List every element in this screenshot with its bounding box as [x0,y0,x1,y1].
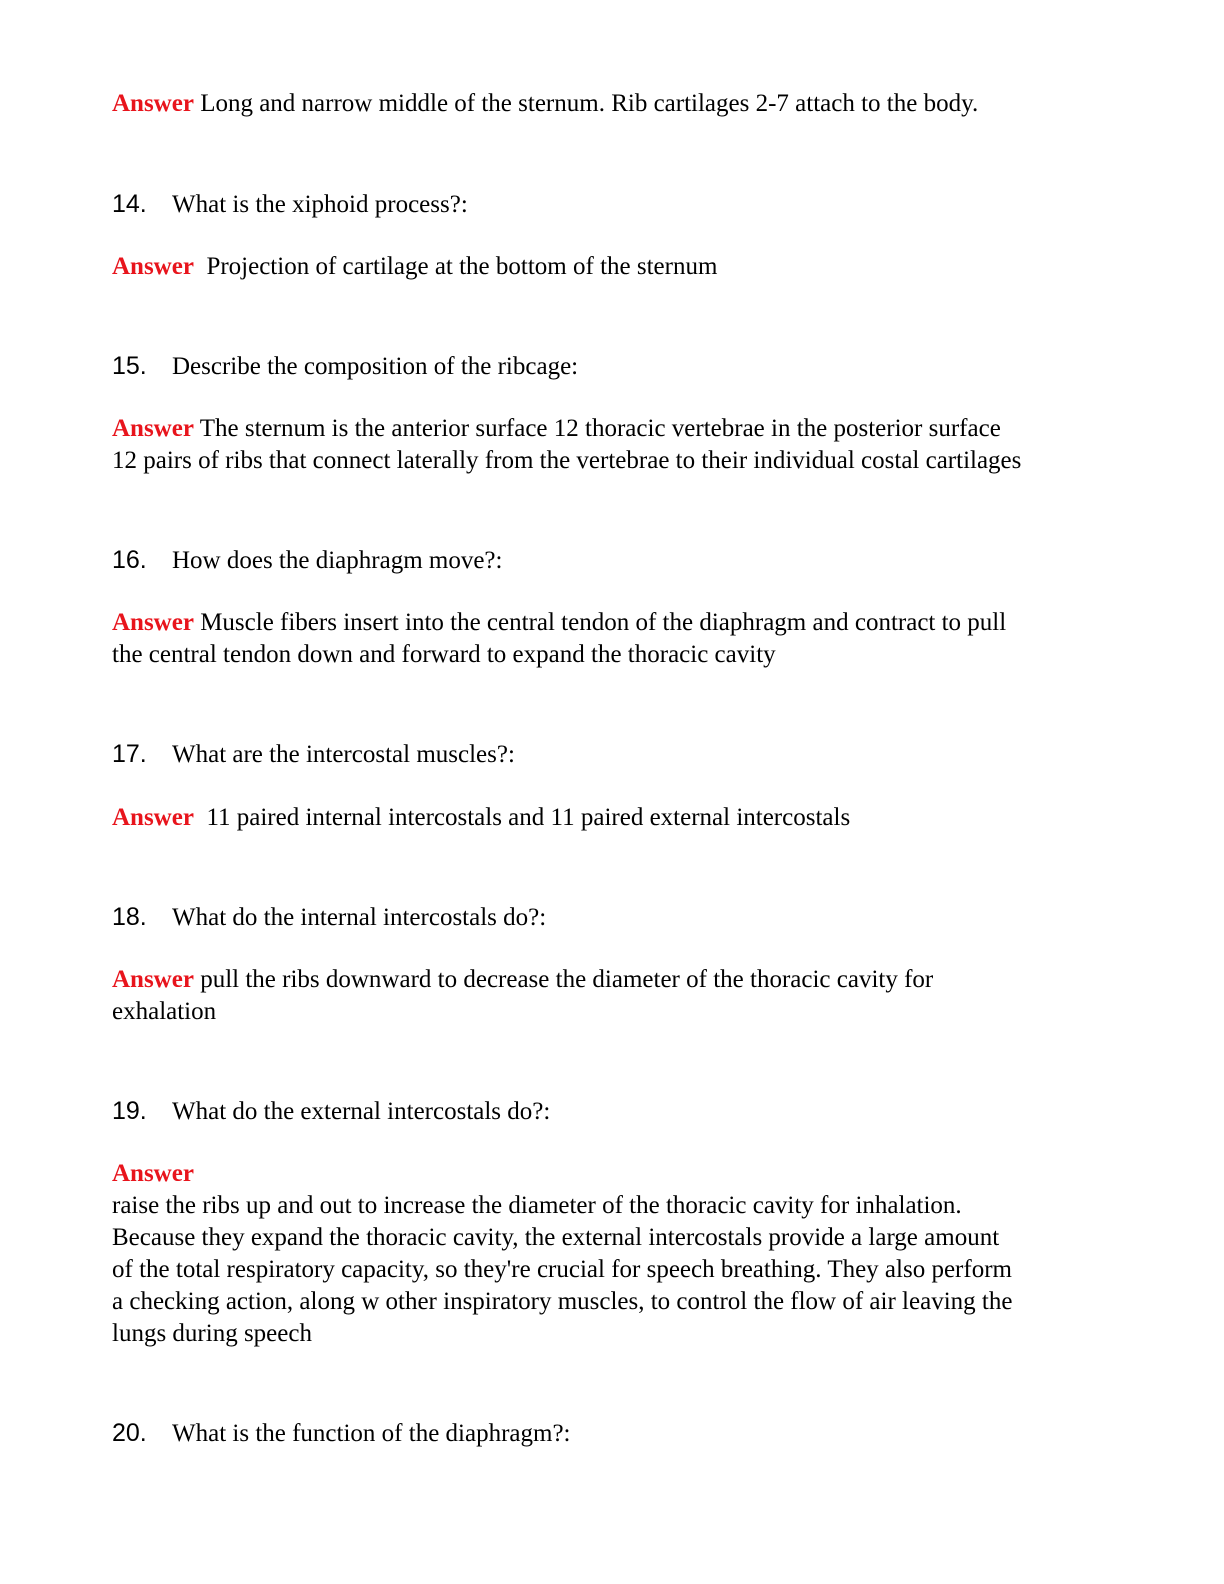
answer-label: Answer [112,415,194,442]
question-text: What are the intercostal muscles?: [172,741,515,768]
question-15 [112,350,1122,383]
answer-line: lungs during speech [112,1320,312,1347]
question-number: 20. [112,1419,147,1447]
answer-line: of the total respiratory capacity, so they're crucial for speech breathing. They also perform [112,1256,1012,1283]
question-16 [112,544,1122,577]
question-text: How does the diaphragm move?: [172,547,503,574]
question-text: What is the function of the diaphragm?: [172,1420,571,1447]
question-text: What is the xiphoid process?: [172,191,468,218]
answer-line: a checking action, along w other inspiratory muscles, to control the flow of air leaving the [112,1288,1013,1315]
question-number: 16. [112,546,147,574]
answer-15 [112,413,1122,477]
answer-line: raise the ribs up and out to increase the diameter of the thoracic cavity for inhalation. [112,1192,962,1219]
question-number: 15. [112,352,147,380]
question-20 [112,1417,1122,1450]
answer-text: Projection of cartilage at the bottom of the sternum [206,253,718,280]
question-14 [112,188,1122,221]
answer-13 [112,88,1122,120]
question-text: Describe the composition of the ribcage: [172,353,579,380]
answer-line: 12 pairs of ribs that connect laterally from the vertebrae to their individual costal cartilages [112,447,1022,474]
answer-text: The sternum is the anterior surface 12 thoracic vertebrae in the posterior surface [199,415,1001,442]
answer-line: Because they expand the thoracic cavity, the external intercostals provide a large amount [112,1224,1000,1251]
answer-text: Muscle fibers insert into the central tendon of the diaphragm and contract to pull [200,609,1007,636]
answer-label: Answer [112,609,194,636]
question-number: 19. [112,1097,147,1125]
answer-line [112,964,1122,996]
answer-label: Answer [112,966,194,993]
question-18 [112,901,1122,934]
question-text: What do the external intercostals do?: [172,1098,551,1125]
answer-line [112,413,1122,445]
answer-18 [112,964,1122,1028]
answer-label: Answer [112,1160,194,1187]
answer-text: pull the ribs downward to decrease the diameter of the thoracic cavity for [200,966,934,993]
answer-line: exhalation [112,998,217,1025]
answer-14 [112,251,1122,283]
question-19 [112,1095,1122,1128]
answer-label: Answer [112,253,194,280]
answer-17 [112,802,1122,834]
question-number: 17. [112,740,147,768]
answer-text: Long and narrow middle of the sternum. Rib cartilages 2-7 attach to the body. [200,90,979,117]
answer-line [112,607,1122,639]
answer-line: the central tendon down and forward to expand the thoracic cavity [112,641,776,668]
answer-16 [112,607,1122,671]
answer-text: 11 paired internal intercostals and 11 paired external intercostals [206,804,851,831]
answer-label: Answer [112,90,194,117]
question-number: 18. [112,903,147,931]
answer-19 [112,1158,1122,1350]
question-number: 14. [112,190,147,218]
question-text: What do the internal intercostals do?: [172,904,547,931]
answer-label: Answer [112,804,194,831]
question-17 [112,738,1122,771]
